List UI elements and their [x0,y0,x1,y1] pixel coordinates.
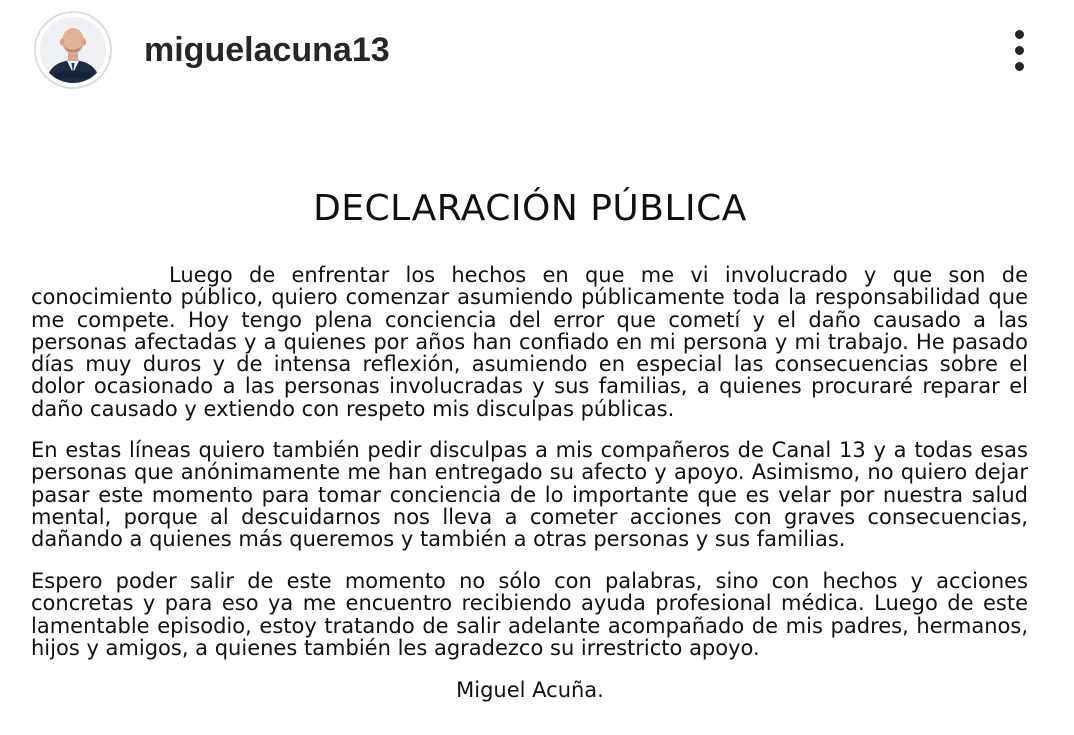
document-signature: Miguel Acuña. [456,678,604,702]
avatar[interactable] [34,11,112,89]
document-paragraph: Espero poder salir de este momento no sólo con palabras, sino con hechos y acciones concretas y para eso ya me encuentro recibiendo ayuda profesional médica. Luego de este lamentable episodio, estoy tratando de salir adelante acompañado de mis padres, hermanos, hijos y amigos, a quienes también les agradezco su irrestricto apoyo. [31,569,1028,660]
more-vertical-icon [1015,62,1024,71]
document-title: DECLARACIÓN PÚBLICA [313,188,747,229]
username[interactable]: miguelacuna13 [144,31,390,69]
more-options-button[interactable] [1000,26,1040,74]
document-paragraph: En estas líneas quiero también pedir disculpas a mis compañeros de Canal 13 y a todas esas personas que anónimamente me han entregado su afecto y apoyo. Asimismo, no quiero dejar pasar este momento para tomar conciencia de lo importante que es velar por nuestra salud mental, porque al descuidarnos nos lleva a cometer acciones con graves consecuencias, dañando a quienes más queremos y también a otras personas y sus familias. [31,438,1028,552]
profile-photo [40,17,106,83]
post-image-document [0,104,1074,735]
post-header [0,0,1074,104]
document-paragraph: Luego de enfrentar los hechos en que me vi involucrado y que son de conocimiento público, quiero comenzar asumiendo públicamente toda la responsabilidad que me compete. Hoy tengo plena conciencia del error que cometí y el daño causado a las personas afectadas y a quienes por años han confiado en mi persona y mi trabajo. He pasado días muy duros y de intensa reflexión, asumiendo en especial las consecuencias sobre el dolor ocasionado a las personas involucradas y sus familias, a quienes procuraré reparar el daño causado y extiendo con respeto mis disculpas públicas. [31,263,1028,421]
more-vertical-icon [1015,46,1024,55]
more-vertical-icon [1015,30,1024,39]
